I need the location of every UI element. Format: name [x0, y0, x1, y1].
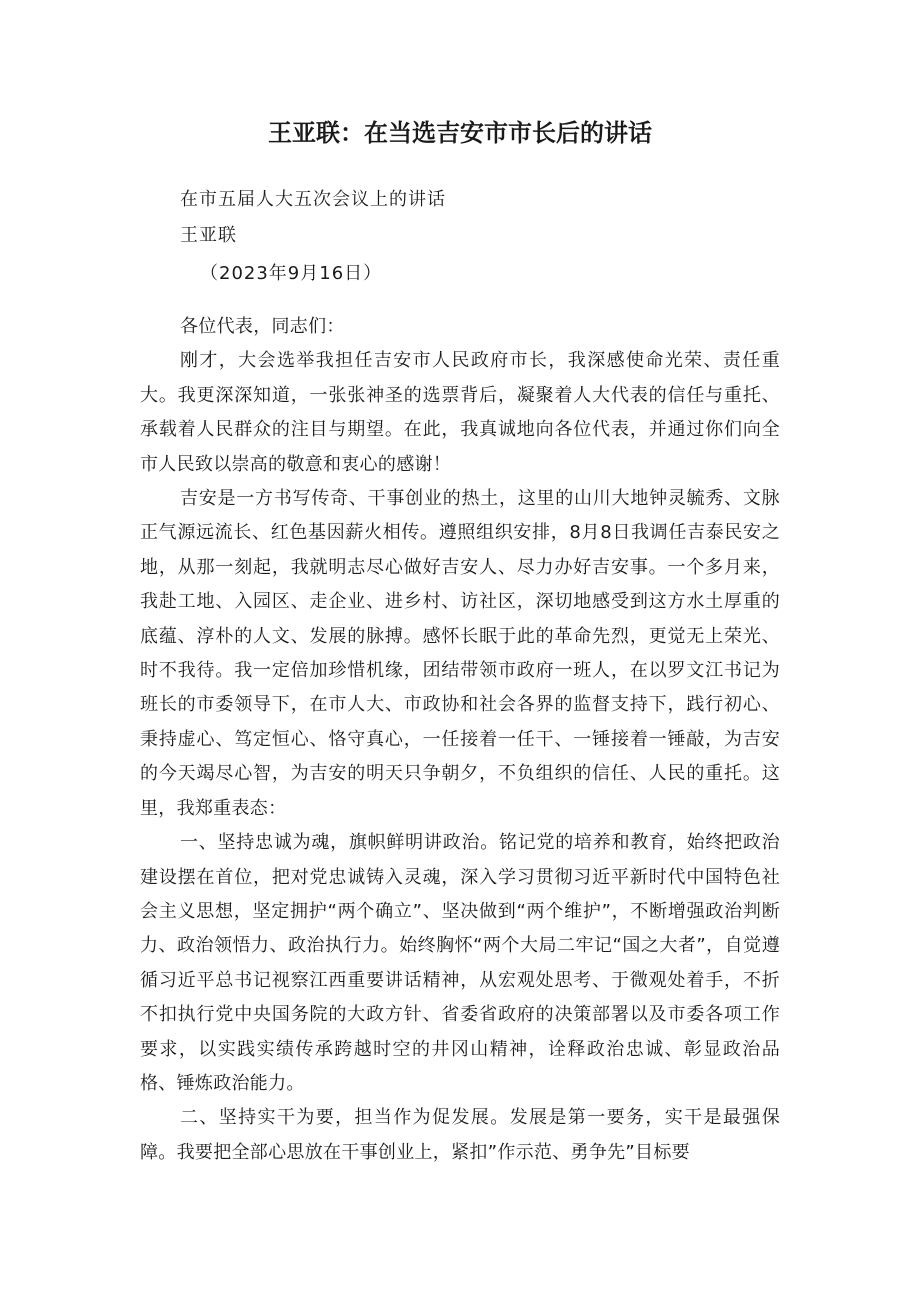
- document-date: （2023年9月16日）: [200, 263, 383, 284]
- paragraph: 吉安是一方书写传奇、干事创业的热土，这里的山川大地钟灵毓秀、文脉正气源远流长、红色基因薪火相传。遵照组织安排，8月8日我调任吉泰民安之地，从那一刻起，我就明志尽心做好吉安人、尽力办好吉安事。一个多月来，我赴工地、入园区、走企业、进乡村、访社区，深切地感受到这方水土厚重的底蕴、淳朴的人文、发展的脉搏。感怀长眠于此的革命先烈，更觉无上荣光、时不我待。我一定倍加珍惜机缘，团结带领市政府一班人，在以罗文江书记为班长的市委领导下，在市人大、市政协和社会各界的监督支持下，践行初心、秉持虚心、笃定恒心、恪守真心，一任接着一任干、一锤接着一锤敲，为吉安的今天竭尽心智，为吉安的明天只争朝夕，不负组织的信任、人民的重托。这里，我郑重表态：: [140, 488, 780, 819]
- document-title: 王亚联：在当选吉安市市长后的讲话: [268, 119, 652, 147]
- paragraph: 二、坚持实干为要，担当作为促发展。发展是第一要务，实干是最强保障。我要把全部心思放在干事创业上，紧扣”作示范、勇争先”目标要: [140, 1107, 780, 1163]
- document-subtitle: 在市五届人大五次会议上的讲话: [180, 189, 446, 210]
- paragraph: 一、坚持忠诚为魂，旗帜鲜明讲政治。铭记党的培养和教育，始终把政治建设摆在首位，把对党忠诚铸入灵魂，深入学习贯彻习近平新时代中国特色社会主义思想，坚定拥护“两个确立”、坚决做到“两个维护”，不断增强政治判断力、政治领悟力、政治执行力。始终胸怀“两个大局二牢记“国之大者”，自觉遵循习近平总书记视察江西重要讲话精神，从宏观处思考、于微观处着手，不折不扣执行党中央国务院的大政方针、省委省政府的决策部署以及市委各项工作要求，以实践实绩传承跨越时空的井冈山精神，诠释政治忠诚、彰显政治品格、锤炼政治能力。: [140, 832, 780, 1094]
- document-author: 王亚联: [180, 225, 237, 246]
- paragraph: 刚才，大会选举我担任吉安市人民政府市长，我深感使命光荣、责任重大。我更深深知道，一张张神圣的选票背后，凝聚着人大代表的信任与重托、承载着人民群众的注目与期望。在此，我真诚地向各位代表，并通过你们向全市人民致以崇高的敬意和衷心的感谢！: [140, 350, 780, 475]
- document-body: [140, 310, 780, 1170]
- salutation: 各位代表，同志们：: [180, 316, 345, 337]
